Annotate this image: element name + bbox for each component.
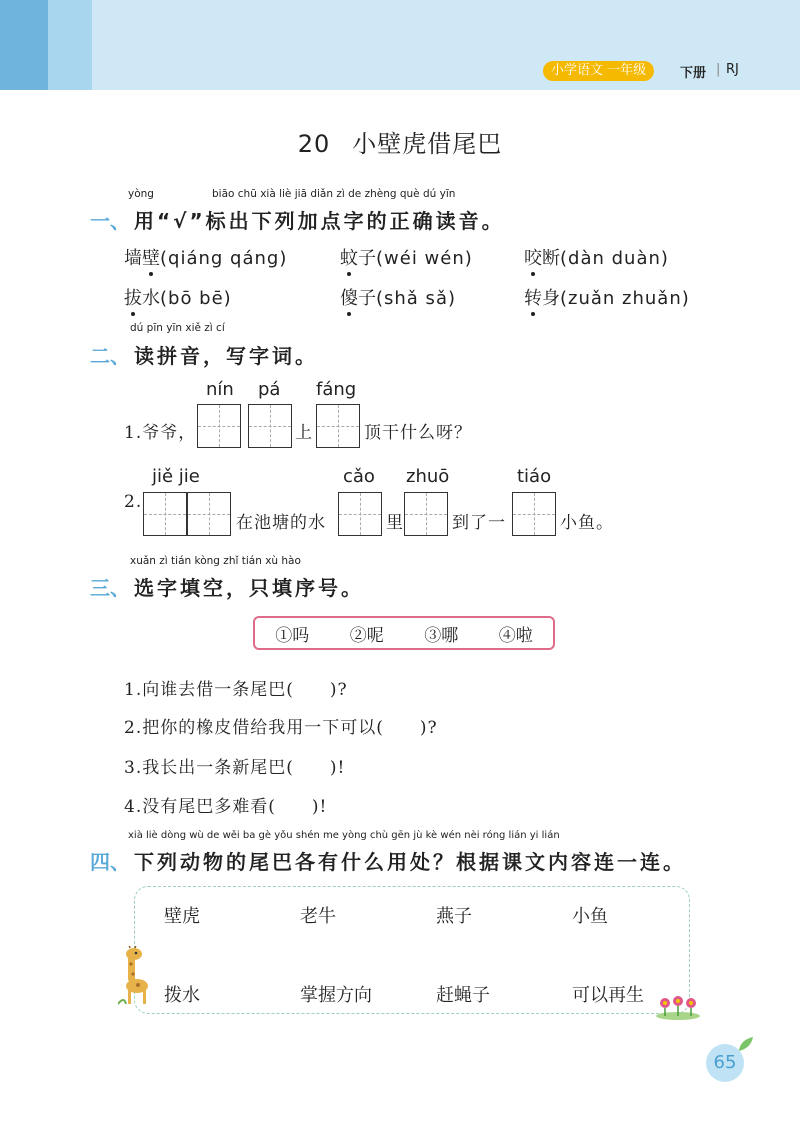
use-item[interactable]: 拨水 (164, 985, 200, 1006)
q1-suffix: 顶干什么呀？ (364, 423, 472, 443)
q2-pinyin-2: cǎo (343, 466, 375, 487)
fill-question: 3.我长出一条新尾巴( )! (124, 758, 346, 778)
choice-option[interactable]: ③哪 (424, 625, 459, 646)
q2-text1: 在池塘的水 (236, 513, 326, 533)
writing-box[interactable] (197, 404, 241, 448)
q1-prefix: 1.爷爷， (124, 423, 197, 443)
word-item: 拔水(bō bē) (124, 284, 232, 310)
section4-number: 四、 (90, 850, 130, 874)
q2-pinyin-1: jiě jie (152, 466, 200, 487)
animal-item[interactable]: 燕子 (436, 906, 472, 927)
writing-box[interactable] (187, 492, 231, 536)
lesson-name: 小壁虎借尾巴 (352, 130, 503, 158)
choice-option[interactable]: ②呢 (349, 625, 384, 646)
q1-pinyin-3: fáng (316, 379, 357, 400)
section2-pinyin: dú pīn yīn xiě zì cí (130, 322, 225, 334)
writing-box[interactable] (512, 492, 556, 536)
section2-number: 二、 (90, 344, 130, 368)
fill-question: 1.向谁去借一条尾巴( )? (124, 680, 348, 700)
section3-number: 三、 (90, 576, 130, 600)
writing-box[interactable] (404, 492, 448, 536)
q2-text2: 里 (386, 513, 404, 533)
writing-box[interactable] (316, 404, 360, 448)
subject-grade-badge: 小学语文 一年级 (543, 61, 654, 81)
section1-pinyin-a: yòng (128, 188, 154, 200)
lesson-title (0, 124, 800, 159)
q2-text4: 小鱼。 (560, 513, 614, 533)
section1-number: 一、 (90, 209, 130, 233)
header-stripe-light (48, 0, 92, 90)
section4-instruction: 下列动物的尾巴各有什么用处？根据课文内容连一连。 (134, 850, 686, 874)
choice-option[interactable]: ④啦 (498, 625, 533, 646)
q2-pinyin-3: zhuō (406, 466, 450, 487)
q2-prefix: 2. (124, 492, 143, 512)
word-item: 蚊子(wéi wén) (340, 244, 473, 270)
giraffe-illustration (118, 946, 152, 1006)
q1-mid: 上 (295, 423, 313, 443)
section1-instruction: 用“√”标出下列加点字的正确读音。 (134, 209, 505, 233)
fill-question: 4.没有尾巴多难看( )! (124, 797, 328, 817)
edition-label: RJ (726, 62, 739, 77)
section1-heading (90, 205, 505, 234)
volume-label: 下册 (680, 66, 707, 81)
leaf-icon (736, 1034, 756, 1054)
section1-pinyin-b: biāo chū xià liè jiā diǎn zì de zhèng què dú yīn (212, 188, 456, 200)
section3-instruction: 选字填空，只填序号。 (134, 576, 364, 600)
q2-pinyin-4: tiáo (517, 466, 552, 487)
q1-pinyin-1: nín (206, 379, 234, 400)
page-header (0, 0, 800, 90)
page-number: 65 (706, 1044, 744, 1082)
section2-instruction: 读拼音，写字词。 (134, 344, 318, 368)
word-item: 墙壁(qiáng qáng) (124, 244, 287, 270)
writing-box[interactable] (338, 492, 382, 536)
writing-box[interactable] (143, 492, 187, 536)
animal-item[interactable]: 壁虎 (164, 906, 200, 927)
writing-box[interactable] (248, 404, 292, 448)
header-separator: | (716, 62, 721, 77)
section3-pinyin: xuǎn zì tián kòng zhǐ tián xù hào (130, 555, 301, 567)
section3-heading (90, 572, 364, 601)
word-item: 咬断(dàn duàn) (524, 244, 669, 270)
q1-pinyin-2: pá (258, 379, 281, 400)
section4-pinyin: xià liè dòng wù de wěi ba gè yǒu shén me yòng chù gēn jù kè wén nèi róng lián yi lián (128, 830, 560, 841)
use-item[interactable]: 可以再生 (572, 985, 644, 1006)
animal-item[interactable]: 小鱼 (572, 906, 608, 927)
lesson-number: 20 (297, 130, 331, 158)
choice-box (253, 616, 555, 650)
section2-heading (90, 340, 318, 369)
word-item: 傻子(shǎ sǎ) (340, 284, 456, 310)
use-item[interactable]: 赶蝇子 (436, 985, 490, 1006)
use-item[interactable]: 掌握方向 (300, 985, 372, 1006)
word-item: 转身(zuǎn zhuǎn) (524, 284, 690, 310)
section4-heading (90, 846, 686, 875)
header-stripe-dark (0, 0, 48, 90)
animal-item[interactable]: 老牛 (300, 906, 336, 927)
q2-text3: 到了一 (452, 513, 506, 533)
choice-option[interactable]: ①吗 (275, 625, 310, 646)
flowers-illustration (656, 994, 700, 1020)
fill-question: 2.把你的橡皮借给我用一下可以( )? (124, 718, 438, 738)
